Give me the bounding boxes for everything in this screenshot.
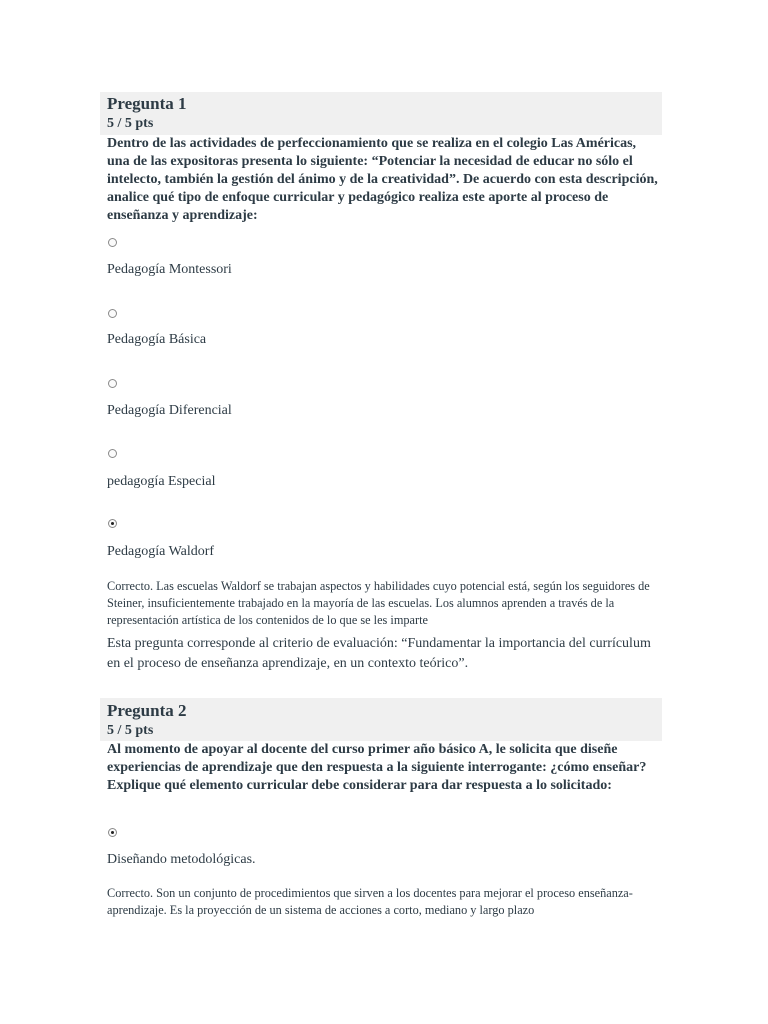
option-radio-diferencial[interactable] [108, 379, 117, 388]
question-1-title: Pregunta 1 [107, 94, 187, 113]
option-radio-waldorf[interactable] [108, 519, 117, 528]
option-radio-metodologicas[interactable] [108, 828, 117, 837]
option-label-metodologicas: Diseñando metodológicas. [107, 852, 256, 867]
option-label-diferencial: Pedagogía Diferencial [107, 403, 232, 418]
option-label-basica: Pedagogía Básica [107, 332, 207, 347]
option-radio-especial[interactable] [108, 449, 117, 458]
question-1-feedback: Correcto. Las escuelas Waldorf se trabajan aspectos y habilidades cuyo potencial está, según los seguidores de Steiner, insuficientemente trabajado en la mayoría de las escuelas. Los alumnos aprenden a través de la representación artística de los contenidos de lo que se les imparte [107, 579, 650, 627]
question-1-criterion: Esta pregunta corresponde al criterio de evaluación: “Fundamentar la importancia del currículum en el proceso de enseñanza aprendizaje, en un contexto teórico”. [107, 636, 651, 671]
question-2-title: Pregunta 2 [107, 701, 187, 720]
question-1-points: 5 / 5 pts [107, 116, 154, 131]
option-label-especial: pedagogía Especial [107, 474, 216, 489]
option-radio-montessori[interactable] [108, 238, 117, 247]
question-2-points: 5 / 5 pts [107, 723, 154, 738]
question-2-header [100, 698, 662, 741]
question-2-text: Al momento de apoyar al docente del curso primer año básico A, le solicita que diseñe experiencias de aprendizaje que den respuesta a la siguiente interrogante: ¿cómo enseñar? Explique qué elemento curricular debe considerar para dar respuesta a lo solicitado: [107, 742, 647, 793]
question-1-header [100, 92, 662, 135]
option-radio-basica[interactable] [108, 309, 117, 318]
question-1-text: Dentro de las actividades de perfeccionamiento que se realiza en el colegio Las Américas, una de las expositoras presenta lo siguiente: “Potenciar la necesidad de educar no sólo el intelecto, también la gestión del ánimo y de la creatividad”. De acuerdo con esta descripción, analice qué tipo de enfoque curricular y pedagógico realiza este aporte al proceso de enseñanza y aprendizaje: [107, 136, 658, 223]
option-label-montessori: Pedagogía Montessori [107, 262, 232, 277]
question-2-feedback: Correcto. Son un conjunto de procedimientos que sirven a los docentes para mejorar el proceso enseñanza-aprendizaje. Es la proyección de un sistema de acciones a corto, mediano y largo plazo [107, 886, 633, 917]
option-label-waldorf: Pedagogía Waldorf [107, 544, 215, 559]
